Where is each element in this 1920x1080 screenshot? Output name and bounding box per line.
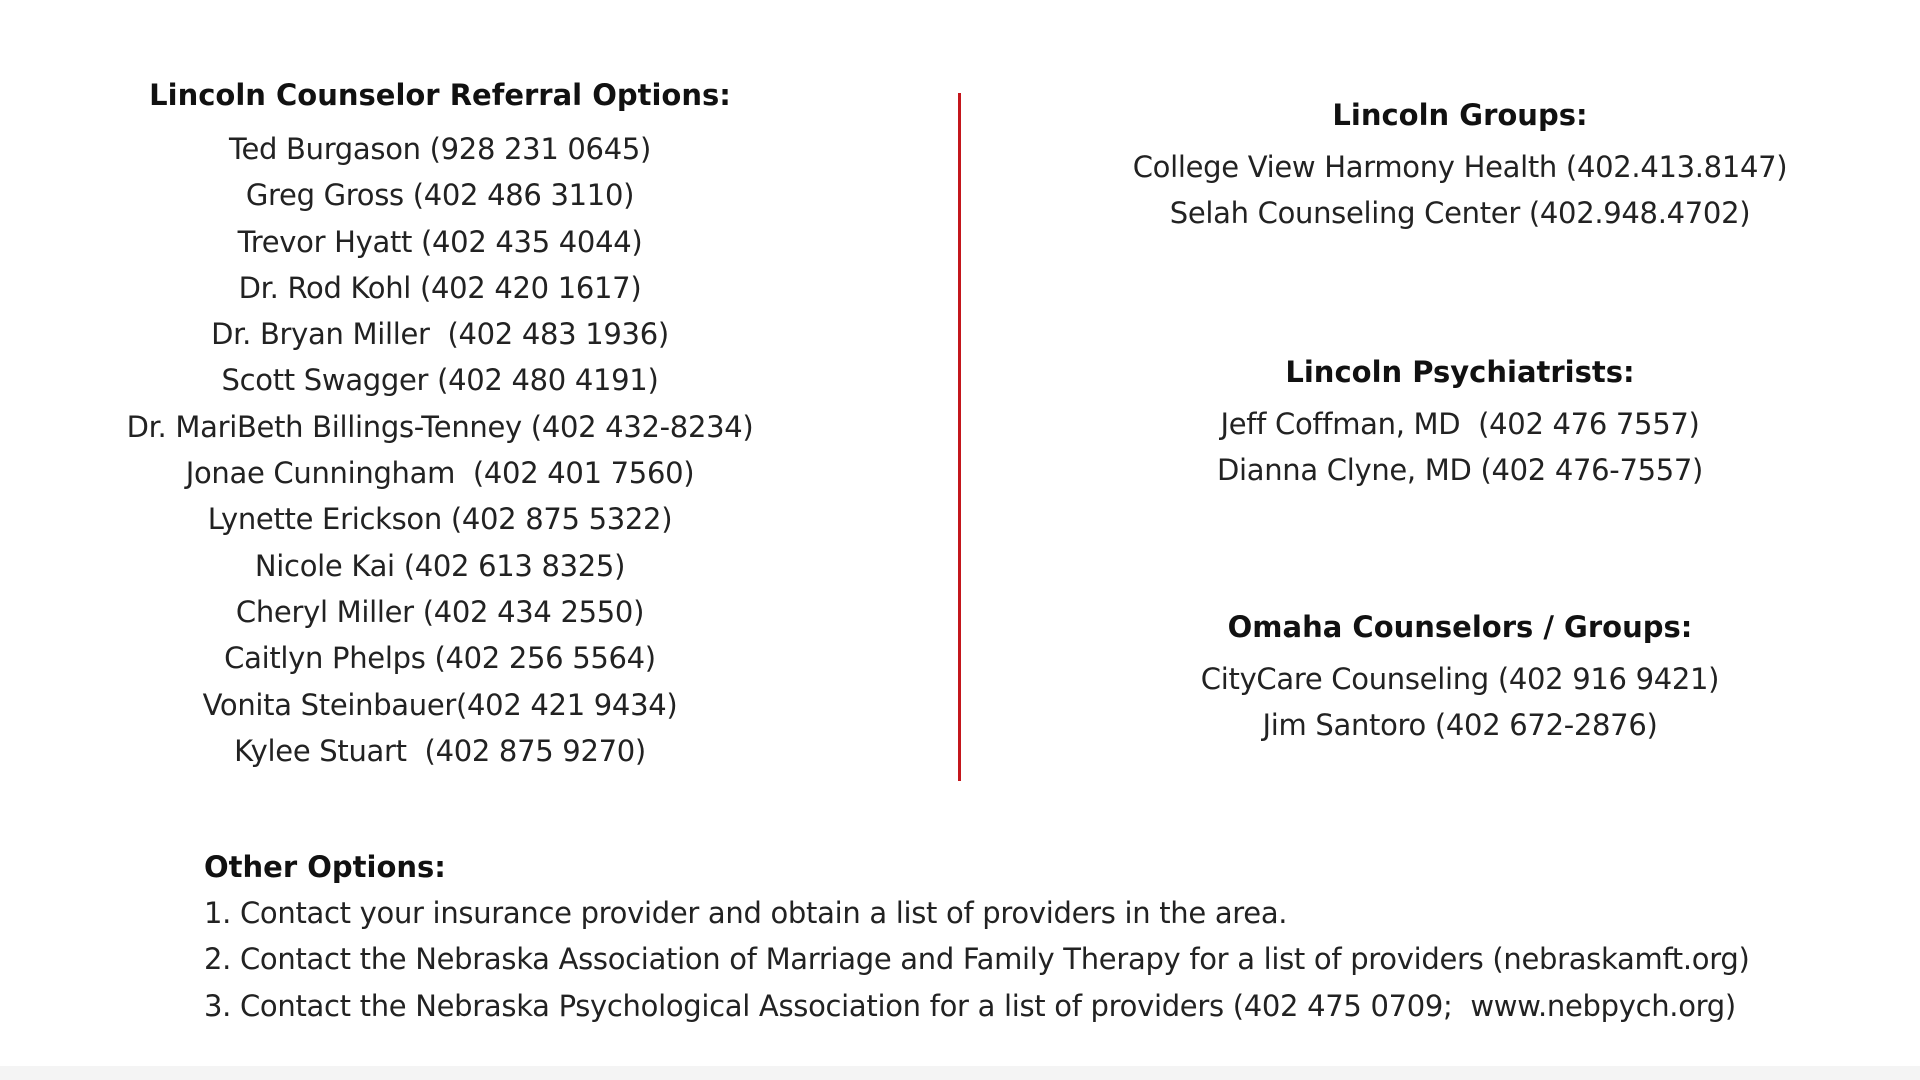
counselor-entry: Jonae Cunningham (402 401 7560) (185, 456, 695, 491)
psychiatrist-entry: Jeff Coffman, MD (402 476 7557) (1220, 407, 1700, 441)
other-options-list (204, 890, 1804, 1029)
counselor-entry: Cheryl Miller (402 434 2550) (235, 594, 645, 629)
psychiatrist-entry: Dianna Clyne, MD (402 476-7557) (1216, 453, 1704, 488)
counselor-entry: Scott Swagger (402 480 4191) (221, 363, 659, 398)
omaha-heading: Omaha Counselors / Groups: (1227, 610, 1693, 644)
omaha-entry: CityCare Counseling (402 916 9421) (1200, 662, 1720, 696)
lincoln-psychiatrists-heading: Lincoln Psychiatrists: (1285, 355, 1635, 389)
counselor-entry: Dr. MariBeth Billings-Tenney (402 432-8234) (126, 409, 754, 444)
counselor-entry: Dr. Rod Kohl (402 420 1617) (238, 270, 642, 305)
counselor-entry: Trevor Hyatt (402 435 4044) (237, 224, 643, 259)
column-divider (958, 93, 961, 781)
lincoln-counselors-heading: Lincoln Counselor Referral Options: (149, 78, 731, 112)
counselor-entry: Caitlyn Phelps (402 256 5564) (224, 641, 656, 676)
omaha-entry: Jim Santoro (402 672-2876) (1262, 708, 1658, 743)
lincoln-psychiatrists-section (1110, 349, 1810, 494)
counselor-entry: Ted Burgason (928 231 0645) (228, 132, 652, 166)
lincoln-groups-heading: Lincoln Groups: (1332, 98, 1588, 132)
lincoln-groups-section (1110, 92, 1810, 237)
other-options-heading: Other Options: (204, 850, 446, 884)
counselor-entry: Lynette Erickson (402 875 5322) (207, 502, 673, 537)
group-entry: College View Harmony Health (402.413.8147) (1132, 150, 1788, 184)
counselor-entry: Nicole Kai (402 613 8325) (254, 548, 626, 583)
counselor-entry: Vonita Steinbauer(402 421 9434) (202, 687, 678, 722)
counselor-entry: Dr. Bryan Miller (402 483 1936) (211, 317, 669, 352)
counselor-entry: Greg Gross (402 486 3110) (245, 178, 635, 213)
omaha-section (1110, 604, 1810, 749)
lincoln-counselors-section (100, 72, 780, 774)
group-entry: Selah Counseling Center (402.948.4702) (1169, 196, 1751, 231)
other-option-item: 1. Contact your insurance provider and obtain a list of providers in the area. (204, 896, 1288, 930)
other-options-section (204, 844, 1804, 1029)
counselor-entry: Kylee Stuart (402 875 9270) (234, 733, 646, 768)
other-option-item: 2. Contact the Nebraska Association of Marriage and Family Therapy for a list of providers (nebraskamft.org) (204, 942, 1750, 977)
page-bottom-strip (0, 1066, 1920, 1080)
other-option-item: 3. Contact the Nebraska Psychological Association for a list of providers (402 475 0709; www.nebpych.org) (204, 988, 1736, 1023)
